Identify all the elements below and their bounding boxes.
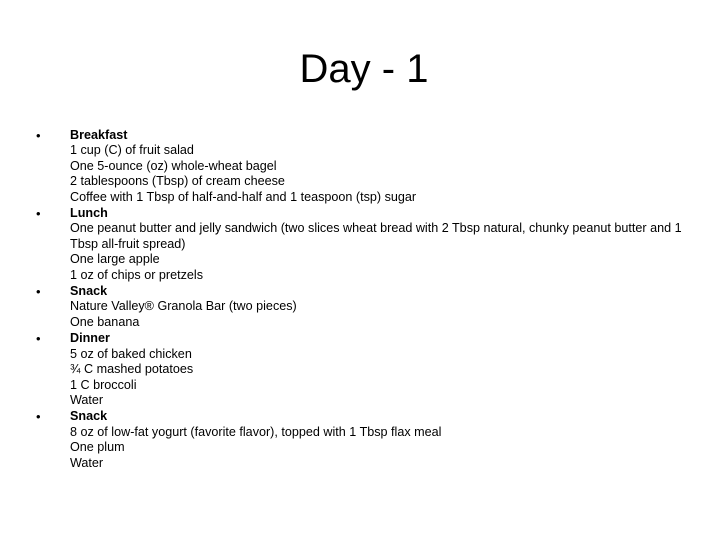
bullet-icon: • [36, 128, 41, 143]
bullet-icon: • [36, 284, 41, 300]
section-line: 5 oz of baked chicken [70, 346, 192, 361]
section-line: One 5-ounce (oz) whole-wheat bagel [70, 158, 277, 173]
section-line: Water [70, 455, 104, 470]
section-heading: Snack [70, 284, 108, 299]
section-heading: Snack [70, 409, 108, 424]
meal-list [36, 128, 696, 472]
section-heading: Breakfast [70, 128, 128, 142]
slide-title: Day - 1 [299, 47, 429, 91]
meal-section-lunch [36, 206, 696, 283]
section-heading: Dinner [70, 331, 110, 346]
bullet-icon: • [36, 206, 41, 222]
section-line: Nature Valley® Granola Bar (two pieces) [70, 299, 297, 314]
bullet-icon: • [36, 409, 41, 425]
meal-section-snack-2 [36, 409, 696, 471]
section-heading: Lunch [70, 206, 108, 221]
meal-section-dinner [36, 331, 696, 408]
section-line: 1 C broccoli [70, 377, 137, 392]
meal-section-snack-1 [36, 284, 696, 330]
section-line: ¾ C mashed potatoes [70, 362, 194, 377]
section-line: Coffee with 1 Tbsp of half-and-half and 1 teaspoon (tsp) sugar [70, 189, 417, 204]
section-line: Water [70, 392, 104, 407]
meal-section-breakfast [36, 128, 696, 205]
section-line: 1 cup (C) of fruit salad [70, 143, 194, 158]
section-line: 1 oz of chips or pretzels [70, 267, 203, 282]
section-line: One plum [70, 440, 125, 455]
bullet-icon: • [36, 331, 41, 347]
section-line: One large apple [70, 252, 160, 267]
section-line: One peanut butter and jelly sandwich (two slices wheat bread with 2 Tbsp natural, chunky peanut butter and 1 Tbsp all-fruit spread) [70, 221, 682, 251]
section-line: 8 oz of low-fat yogurt (favorite flavor), topped with 1 Tbsp flax meal [70, 424, 442, 439]
section-line: 2 tablespoons (Tbsp) of cream cheese [70, 174, 285, 189]
section-line: One banana [70, 314, 140, 329]
